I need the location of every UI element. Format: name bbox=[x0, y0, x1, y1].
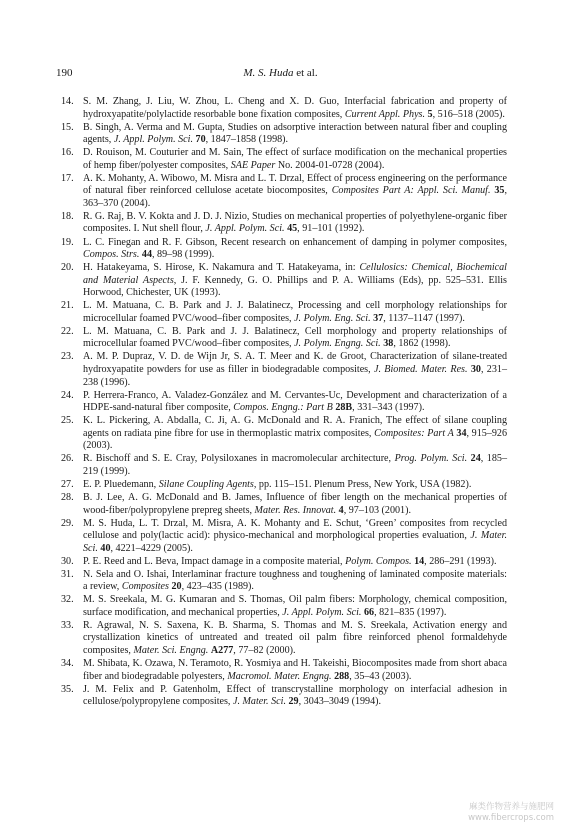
watermark-site-name: 麻类作物营养与施肥网 bbox=[468, 802, 554, 812]
reference-number: 24 . bbox=[61, 390, 74, 403]
reference-text: H. Hatakeyama, S. Hirose, K. Nakamura and T. Hatakeyama, in: bbox=[83, 262, 360, 274]
reference-text: B. J. Lee, A. G. McDonald and B. James, Influence of fiber length on the mechanical properties of wood-fiber/polypropylene prepreg sheets, bbox=[83, 491, 507, 516]
watermark-url: www.fibercrops.com bbox=[468, 813, 554, 823]
reference-source-title: J. Polym. Engng. Sci. bbox=[294, 338, 381, 350]
reference-source-title: J. Appl. Polym. Sci. bbox=[113, 134, 193, 146]
reference-volume: A277 bbox=[210, 645, 234, 657]
reference-volume: 34 bbox=[456, 427, 467, 439]
reference-source-title: J. Polym. Eng. Sci. bbox=[294, 312, 371, 324]
reference-number: 26 . bbox=[61, 453, 74, 466]
reference-text: B. Singh, A. Verma and M. Gupta, Studies on adsorptive interaction between natural fiber and coupling agents, bbox=[83, 121, 507, 146]
reference-text: K. L. Pickering, A. Abdalla, C. Ji, A. G. McDonald and R. A. Franich, The effect of silane coupling agents on radiata pine fibre for use in thermoplastic matrix composites, bbox=[83, 415, 507, 439]
reference-text: R. Bischoff and S. E. Cray, Polysiloxanes in macromolecular architecture, bbox=[83, 453, 395, 465]
reference-item bbox=[56, 594, 507, 619]
reference-item bbox=[56, 122, 507, 147]
reference-source-title: J. Biomed. Mater. Res. bbox=[373, 363, 468, 375]
reference-volume: 44 bbox=[141, 249, 152, 261]
reference-number: 29 . bbox=[61, 518, 74, 531]
reference-text: , 286–291 (1993). bbox=[424, 555, 497, 567]
reference-text: J. M. Felix and P. Gatenholm, Effect of transcrystalline morphology on interfacial adhesion in cellulose/polypropylene composites, bbox=[83, 683, 507, 708]
reference-volume: 70 bbox=[195, 134, 206, 146]
reference-text: , J. F. Kennedy, G. O. Phillips and P. A. Williams (Eds), pp. 525–531. Ellis Horwood, Chichester, UK (1993). bbox=[83, 274, 507, 299]
reference-source-title: Composites: Part A bbox=[374, 427, 454, 439]
reference-item bbox=[56, 453, 507, 478]
reference-number: 27 . bbox=[61, 479, 74, 492]
reference-item bbox=[56, 479, 507, 492]
reference-number: 19 . bbox=[61, 237, 74, 250]
reference-source-title: J. Mater. Sci. bbox=[83, 530, 507, 554]
reference-text: , 4221–4229 (2005). bbox=[110, 542, 193, 554]
reference-text: , 89–98 (1999). bbox=[152, 249, 215, 261]
reference-item bbox=[56, 147, 507, 172]
reference-text: L. M. Matuana, C. B. Park and J. J. Balatinecz, Processing and cell morphology relationships for microcellular foamed PVC/wood–fiber composites, bbox=[83, 300, 507, 324]
reference-text: P. E. Reed and L. Beva, Impact damage in a composite material, bbox=[83, 555, 346, 567]
reference-item bbox=[56, 96, 507, 121]
reference-source-title: Current Appl. Phys. bbox=[344, 108, 426, 120]
reference-volume: 35 bbox=[494, 185, 505, 197]
reference-volume: 45 bbox=[287, 223, 298, 235]
reference-volume: 29 bbox=[288, 696, 299, 708]
reference-text: No. 2004-01-0728 (2004). bbox=[275, 159, 385, 171]
reference-item bbox=[56, 262, 507, 300]
page-header bbox=[56, 66, 505, 80]
reference-text: M. S. Huda, L. T. Drzal, M. Misra, A. K. Mohanty and E. Schut, ‘Green’ composites from recycled cellulose and poly(lactic acid): physico-mechanical and morphological properties evaluation, bbox=[83, 517, 507, 542]
reference-text: M. Shibata, K. Ozawa, N. Teramoto, R. Yosmiya and H. Takeishi, Biocomposites made from short abaca fiber and biodegradable polyesters, bbox=[83, 658, 507, 682]
reference-volume: 14 bbox=[414, 555, 425, 567]
reference-number: 23 . bbox=[61, 351, 74, 364]
reference-item bbox=[56, 211, 507, 236]
running-head-author: M. S. Huda bbox=[243, 67, 294, 79]
reference-text: , 915–926 (2003). bbox=[83, 427, 507, 452]
reference-volume: 28B bbox=[335, 402, 353, 414]
reference-number: 15 . bbox=[61, 122, 74, 135]
reference-volume: 24 bbox=[470, 453, 481, 465]
reference-item bbox=[56, 518, 507, 556]
reference-text: , 97–103 (2001). bbox=[343, 504, 411, 516]
reference-source-title: Composites bbox=[121, 581, 169, 593]
reference-text: , 1862 (1998). bbox=[393, 338, 451, 350]
reference-volume: 38 bbox=[383, 338, 394, 350]
reference-text: P. Herrera-Franco, A. Valadez-González and M. Cervantes-Uc, Development and characterization of a HDPE-sand-natural fiber composite, bbox=[83, 389, 507, 414]
reference-source-title: SAE Paper bbox=[230, 159, 276, 171]
reference-list bbox=[56, 96, 507, 709]
reference-text: D. Rouison, M. Couturier and M. Sain, The effect of surface modification on the mechanical properties of hemp fiber/polyester composites, bbox=[83, 147, 507, 171]
reference-text: S. M. Zhang, J. Liu, W. Zhou, L. Cheng and X. D. Guo, Interfacial fabrication and property of hydroxyapatite/polylactide resorbable bone fixation composites, bbox=[83, 96, 507, 120]
reference-item bbox=[56, 684, 507, 709]
reference-item bbox=[56, 237, 507, 262]
reference-number: 28 . bbox=[61, 492, 74, 505]
reference-text: A. K. Mohanty, A. Wibowo, M. Misra and L. T. Drzal, Effect of process engineering on the performance of natural fiber reinforced cellulose acetate biocomposites, bbox=[83, 172, 507, 197]
reference-item bbox=[56, 326, 507, 351]
reference-number: 14 . bbox=[61, 96, 74, 109]
reference-source-title: J. Appl. Polym. Sci. bbox=[205, 223, 285, 235]
reference-item bbox=[56, 556, 507, 569]
reference-number: 17 . bbox=[61, 173, 74, 186]
reference-source-title: J. Mater. Sci. bbox=[232, 696, 286, 708]
reference-text: R. G. Raj, B. V. Kokta and J. D. J. Nizio, Studies on mechanical properties of polyethylene-organic fiber composites. I. Nut shell flour, bbox=[83, 210, 507, 235]
reference-number: 21 . bbox=[61, 300, 74, 313]
reference-number: 20 . bbox=[61, 262, 74, 275]
reference-text: , 77–82 (2000). bbox=[233, 645, 296, 657]
reference-source-title: Silane Coupling Agents bbox=[158, 478, 254, 490]
reference-text: , 35–43 (2003). bbox=[349, 670, 412, 682]
reference-text: , 185–219 (1999). bbox=[83, 453, 507, 477]
reference-source-title: Macromol. Mater. Engng. bbox=[227, 670, 332, 682]
reference-number: 34 . bbox=[61, 658, 74, 671]
reference-number: 32 . bbox=[61, 594, 74, 607]
reference-text: , 516–518 (2005). bbox=[432, 108, 505, 120]
running-head-suffix: et al. bbox=[293, 67, 318, 79]
reference-text: , 91–101 (1992). bbox=[297, 223, 365, 235]
reference-text: , pp. 115–151. Plenum Press, New York, USA (1982). bbox=[253, 478, 472, 490]
reference-source-title: Mater. Res. Innovat. bbox=[254, 504, 337, 516]
reference-text: E. P. Pluedemann, bbox=[83, 478, 159, 490]
reference-source-title: Cellulosics: Chemical, Biochemical and Material Aspects bbox=[83, 262, 507, 286]
reference-number: 22 . bbox=[61, 326, 74, 339]
reference-item bbox=[56, 569, 507, 594]
reference-text: R. Agrawal, N. S. Saxena, K. B. Sharma, S. Thomas and M. S. Sreekala, Activation energy and crystallization kinetics of untreated and treated oil palm fibre reinforced phenol formaldehyde composites, bbox=[83, 619, 507, 657]
reference-source-title: Prog. Polym. Sci. bbox=[394, 453, 468, 465]
reference-number: 18 . bbox=[61, 211, 74, 224]
reference-text: , 423–435 (1989). bbox=[181, 581, 254, 593]
reference-text: L. M. Matuana, C. B. Park and J. J. Balatinecz, Cell morphology and property relationships of microcellular foamed PVC/wood–fiber composites, bbox=[83, 325, 507, 350]
reference-number: 25 . bbox=[61, 415, 74, 428]
reference-text: A. M. P. Dupraz, V. D. de Wijn Jr, S. A. T. Meer and K. de Groot, Characterization of silane-treated hydroxyapatite powders for use as filler in biodegradable composites, bbox=[83, 351, 507, 375]
reference-text: , 331–343 (1997). bbox=[352, 402, 425, 414]
page-number: 190 bbox=[56, 67, 73, 79]
reference-source-title: Compos. Engng.: Part B bbox=[233, 402, 333, 414]
reference-text: , 3043–3049 (1994). bbox=[298, 696, 382, 708]
reference-volume: 5 bbox=[427, 108, 433, 120]
watermark bbox=[468, 802, 554, 824]
running-head bbox=[56, 66, 505, 80]
reference-item bbox=[56, 415, 507, 453]
reference-item bbox=[56, 492, 507, 517]
reference-volume: 4 bbox=[338, 504, 344, 516]
reference-text: , 1847–1858 (1998). bbox=[205, 134, 289, 146]
reference-item bbox=[56, 620, 507, 658]
reference-text: , 363–370 (2004). bbox=[83, 185, 507, 209]
reference-volume: 66 bbox=[363, 606, 375, 618]
reference-source-title: Mater. Sci. Engng. bbox=[133, 645, 209, 657]
reference-number: 31 . bbox=[61, 569, 74, 582]
reference-number: 35 . bbox=[61, 684, 74, 697]
reference-source-title: Polym. Compos. bbox=[345, 555, 412, 567]
reference-volume: 40 bbox=[100, 542, 111, 554]
reference-text: N. Sela and O. Ishai, Interlaminar fracture toughness and toughening of laminated composite materials: a review, bbox=[83, 568, 507, 593]
reference-item bbox=[56, 658, 507, 683]
reference-source-title: J. Appl. Polym. Sci. bbox=[282, 606, 362, 618]
reference-number: 30 . bbox=[61, 556, 74, 569]
reference-volume: 37 bbox=[373, 312, 384, 324]
reference-text: , 231–238 (1996). bbox=[83, 363, 507, 388]
reference-text: , 821–835 (1997). bbox=[374, 606, 447, 618]
reference-number: 33 . bbox=[61, 620, 74, 633]
reference-volume: 20 bbox=[171, 581, 182, 593]
reference-volume: 288 bbox=[334, 670, 350, 682]
reference-volume: 30 bbox=[470, 363, 481, 375]
reference-item bbox=[56, 351, 507, 389]
reference-text: M. S. Sreekala, M. G. Kumaran and S. Thomas, Oil palm fibers: Morphology, chemical composition, surface modification, and mechanical properties, bbox=[83, 594, 507, 618]
reference-source-title: Compos. Strs. bbox=[83, 249, 140, 261]
reference-item bbox=[56, 173, 507, 211]
reference-number: 16 . bbox=[61, 147, 74, 160]
reference-text: , 1137–1147 (1997). bbox=[383, 312, 465, 324]
reference-item bbox=[56, 390, 507, 415]
reference-item bbox=[56, 300, 507, 325]
reference-text: L. C. Finegan and R. F. Gibson, Recent research on enhancement of damping in polymer composites, bbox=[83, 236, 507, 248]
reference-source-title: Composites Part A: Appl. Sci. Manuf. bbox=[331, 185, 491, 197]
